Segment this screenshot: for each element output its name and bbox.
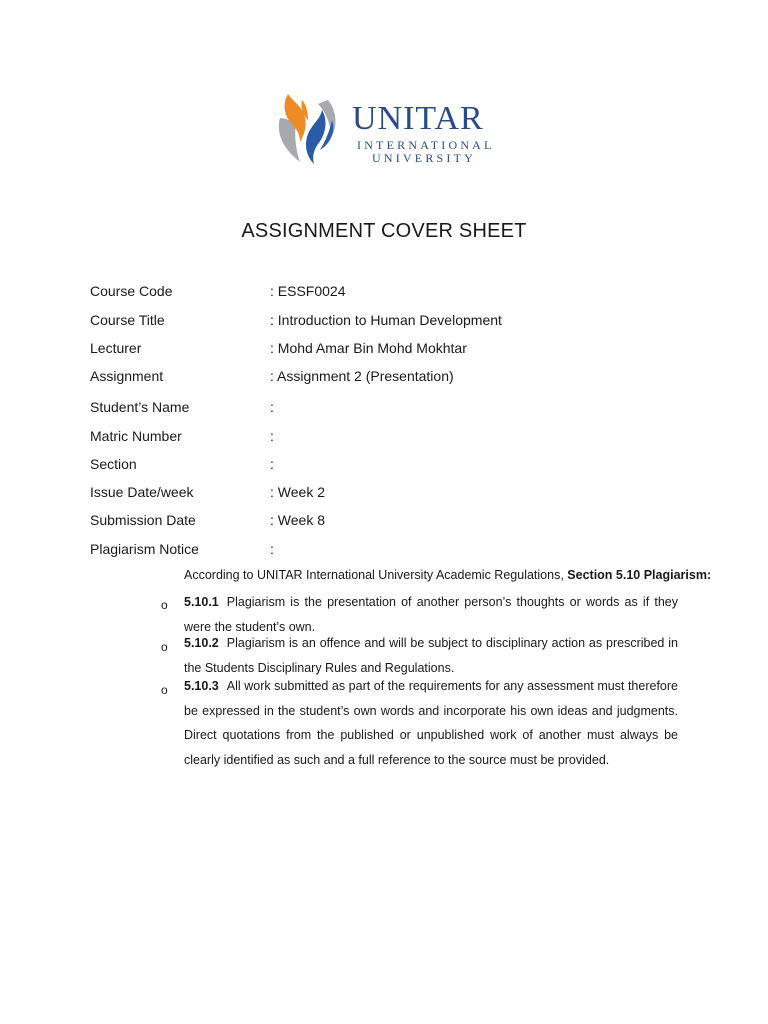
clause-number: 5.10.1 [184, 595, 219, 609]
field-value: : [270, 399, 274, 415]
field-course-code [90, 282, 690, 302]
bullet-marker: o [161, 598, 168, 612]
plagiarism-intro [184, 566, 711, 584]
bullet-marker: o [161, 640, 168, 654]
clause-text: Plagiarism is an offence and will be subject to disciplinary action as prescribed in the Students Disciplinary Rules and Regulations. [184, 636, 678, 675]
logo-line-university: UNIVERSITY [372, 151, 476, 165]
clause-number: 5.10.3 [184, 679, 219, 693]
field-label: Course Title [90, 312, 165, 328]
clause-number: 5.10.2 [184, 636, 219, 650]
field-label: Matric Number [90, 428, 182, 444]
field-label: Assignment [90, 368, 164, 384]
plagiarism-clause [184, 631, 678, 680]
logo-line-international: INTERNATIONAL [357, 138, 495, 152]
plagiarism-clause [184, 674, 678, 772]
field-label: Issue Date/week [90, 484, 194, 500]
field-section [90, 455, 690, 475]
page-title: ASSIGNMENT COVER SHEET [241, 220, 527, 242]
field-matric-number [90, 427, 690, 447]
field-value: : Assignment 2 (Presentation) [270, 368, 454, 384]
field-label: Plagiarism Notice [90, 541, 199, 557]
field-label: Student’s Name [90, 399, 190, 415]
unitar-flame-icon [274, 90, 344, 166]
intro-text: According to UNITAR International University Academic Regulations, [184, 568, 564, 582]
field-student-name [90, 398, 690, 418]
field-value: : [270, 541, 274, 557]
field-value: : [270, 456, 274, 472]
logo-wordmark: UNITAR [352, 100, 484, 137]
field-lecturer [90, 339, 690, 359]
intro-section-ref: Section 5.10 Plagiarism: [567, 568, 712, 582]
field-label: Section [90, 456, 137, 472]
field-assignment [90, 367, 690, 387]
field-label: Course Code [90, 283, 173, 299]
unitar-logo [274, 90, 494, 166]
field-label: Lecturer [90, 340, 142, 356]
field-course-title [90, 311, 690, 331]
clause-text: All work submitted as part of the requirements for any assessment must therefore be expressed in the student’s own words and incorporate his own ideas and judgments. Direct quotations from the published or unpublished work of another must always be clearly identified as such and a full reference to the source must be provided. [184, 679, 678, 767]
field-label: Submission Date [90, 512, 196, 528]
field-value: : Introduction to Human Development [270, 312, 502, 328]
clause-text: Plagiarism is the presentation of another person’s thoughts or words as if they were the student’s own. [184, 595, 678, 634]
field-value: : Mohd Amar Bin Mohd Mokhtar [270, 340, 467, 356]
field-value: : ESSF0024 [270, 283, 346, 299]
bullet-marker: o [161, 683, 168, 697]
field-value: : [270, 428, 274, 444]
field-plagiarism-notice [90, 540, 690, 560]
field-value: : Week 8 [270, 512, 325, 528]
field-value: : Week 2 [270, 484, 325, 500]
field-issue-date [90, 483, 690, 503]
field-submission-date [90, 511, 690, 531]
